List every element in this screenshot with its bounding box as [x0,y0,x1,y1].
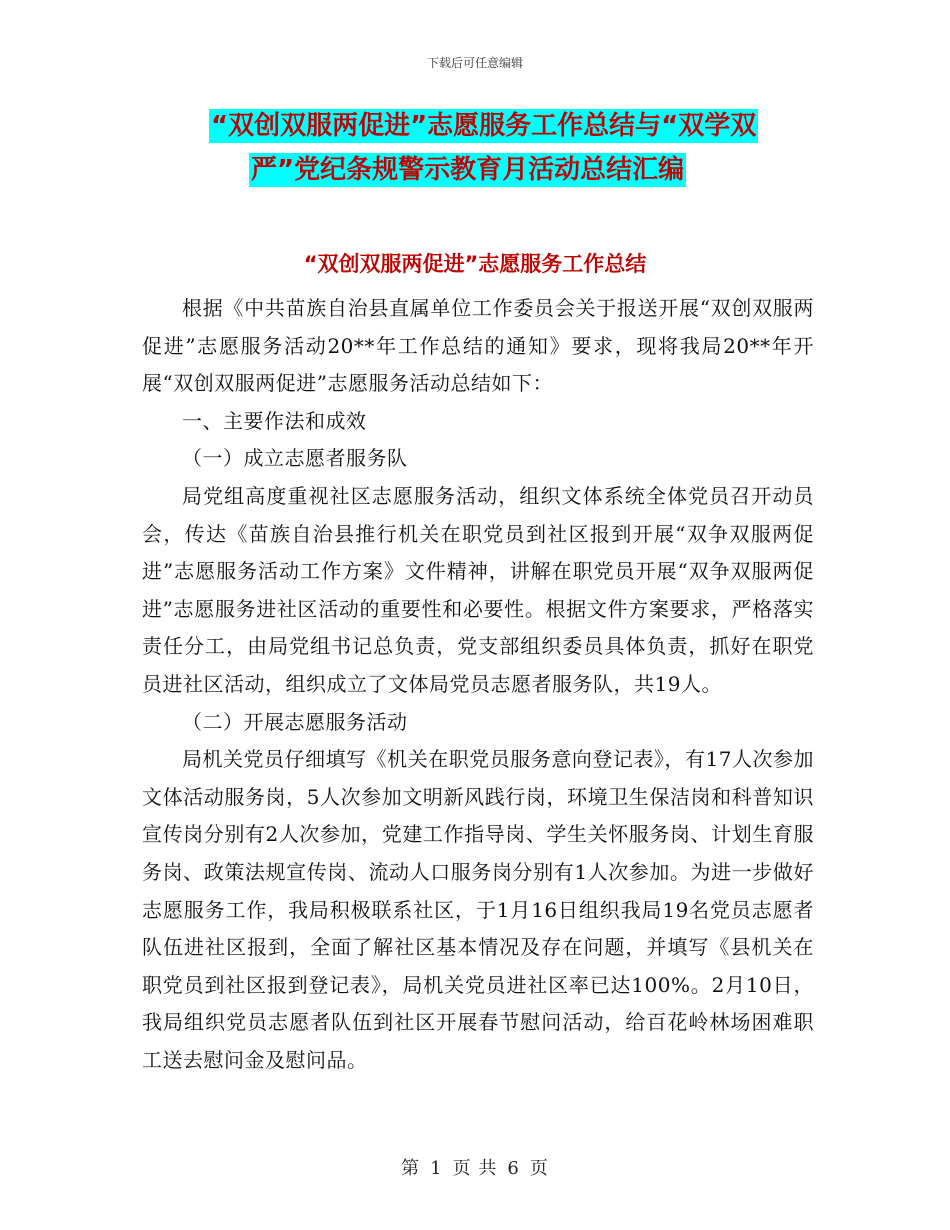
paragraph-intro: 根据《中共苗族自治县直属单位工作委员会关于报送开展“双创双服两促进”志愿服务活动20**年工作总结的通知》要求，现将我局20**年开展“双创双服两促进”志愿服务活动总结如下： [142,296,814,396]
footer-total-pages: 6 [507,1158,520,1179]
body-text [142,290,814,1079]
page-footer [0,1154,950,1180]
footer-middle: 页 共 [452,1158,498,1179]
footer-prefix: 第 [401,1158,421,1179]
paragraph-service-activities: 局机关党员仔细填写《机关在职党员服务意向登记表》，有17人次参加文体活动服务岗，5人次参加文明新风践行岗，环境卫生保洁岗和科普知识宣传岗分别有2人次参加，党建工作指导岗、学生关怀服务岗、计划生育服务岗、政策法规宣传岗、流动人口服务岗分别有1人次参加。为进一步做好志愿服务工作，我局积极联系社区，于1月16日组织我局19名党员志愿者队伍进社区报到，全面了解社区基本情况及存在问题，并填写《县机关在职党员到社区报到登记表》，局机关党员进社区率已达100%。2月10日，我局组织党员志愿者队伍到社区开展春节慰问活动，给百花岭林场困难职工送去慰问金及慰问品。 [142,747,814,1072]
title-highlight-1: “双创双服两促进”志愿服务工作总结与“双学双 [211,111,757,141]
subheading-service-activities: （二）开展志愿服务活动 [182,709,408,734]
title-highlight-2: 严”党纪条规警示教育月活动总结汇编 [251,155,685,185]
section-title: “双创双服两促进”志愿服务工作总结 [303,252,647,276]
document-title-line-2 [205,148,795,192]
document-title [205,104,795,192]
paragraph-volunteer-team: 局党组高度重视社区志愿服务活动，组织文体系统全体党员召开动员会，传达《苗族自治县推行机关在职党员到社区报到开展“双争双服两促进”志愿服务活动工作方案》文件精神，讲解在职党员开展“双争双服两促进”志愿服务进社区活动的重要性和必要性。根据文件方案要求，严格落实责任分工，由局党组书记总负责，党支部组织委员具体负责，抓好在职党员进社区活动，组织成立了文体局党员志愿者服务队，共19人。 [142,483,814,696]
header-note: 下载后可任意编辑 [426,56,523,70]
footer-page-number: 1 [430,1158,443,1179]
heading-main-practices: 一、主要作法和成效 [182,408,367,433]
document-title-line-1 [205,104,795,148]
footer-suffix: 页 [529,1158,549,1179]
subheading-volunteer-team: （一）成立志愿者服务队 [182,446,408,471]
